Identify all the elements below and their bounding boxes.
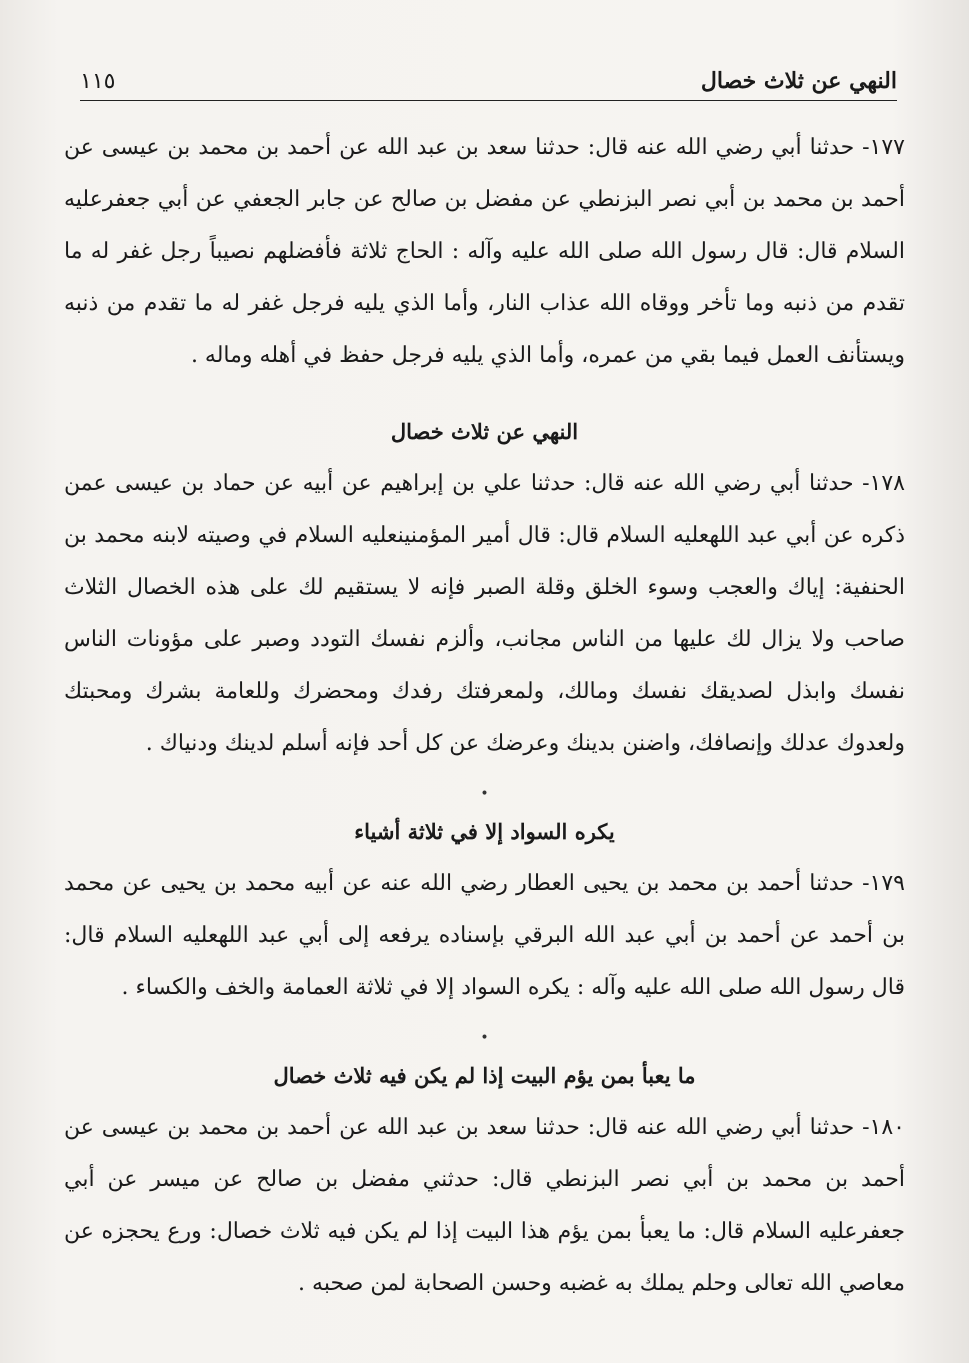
page-body — [64, 122, 905, 1310]
section-heading-pilgrim-traits: ما يعبأ بمن يؤم البيت إذا لم يكن فيه ثلاث خصال — [273, 1063, 696, 1088]
hadith-179: ١٧٩- حدثنا أحمد بن محمد بن يحيى العطار رضي الله عنه عن أبيه محمد بن يحيى عن محمد بن أحمد عن أحمد بن أبي عبد الله البرقي بإسناده يرفعه إلى أبي عبد اللهعليه السلام قال: قال رسول الله صلى الله عليه وآله : يكره السواد إلا في ثلاثة العمامة والخف والكساء . — [64, 871, 905, 1000]
section-heading-black-clothing: يكره السواد إلا في ثلاثة أشياء — [354, 819, 615, 844]
page-number: ١١٥ — [80, 69, 116, 94]
separator-dot: • — [480, 786, 489, 802]
running-title: النهي عن ثلاث خصال — [700, 68, 897, 94]
page-header — [80, 60, 897, 101]
hadith-177: ١٧٧- حدثنا أبي رضي الله عنه قال: حدثنا سعد بن عبد الله عن أحمد بن محمد بن عيسى عن أحمد بن محمد بن أبي نصر البزنطي عن مفضل بن صالح عن جابر الجعفي عن أبي جعفرعليه السلام قال: قال رسول الله صلى الله عليه وآله : الحاج ثلاثة فأفضلهم نصيباً رجل غفر له ما تقدم من ذنبه وما تأخر ووقاه الله عذاب النار، وأما الذي يليه فرجل غفر له ما تقدم من ذنبه ويستأنف العمل فيما بقي من عمره، وأما الذي يليه فرجل حفظ في أهله وماله . — [64, 135, 905, 368]
separator-dot: • — [480, 1030, 489, 1046]
hadith-178: ١٧٨- حدثنا أبي رضي الله عنه قال: حدثنا علي بن إبراهيم عن أبيه عن حماد بن عيسى عمن ذكره عن أبي عبد اللهعليه السلام قال: قال أمير المؤمنينعليه السلام في وصيته لابنه محمد بن الحنفية: إياك والعجب وسوء الخلق وقلة الصبر فإنه لا يستقيم لك على هذه الخصال الثلاث صاحب ولا يزال لك عليها من الناس مجانب، وألزم نفسك التودد وصبر على مؤونات الناس نفسك وابذل لصديقك نفسك ومالك، ولمعرفتك رفدك ومحضرك وللعامة بشرك ومحبتك ولعدوك عدلك وإنصافك، واضنن بدينك وعرضك عن كل أحد فإنه أسلم لدينك ودنياك . — [64, 471, 905, 756]
hadith-180: ١٨٠- حدثنا أبي رضي الله عنه قال: حدثنا سعد بن عبد الله عن أحمد بن محمد بن عيسى عن أحمد بن محمد بن أبي نصر البزنطي قال: حدثني مفضل بن صالح عن ميسر عن أبي جعفرعليه السلام قال: ما يعبأ بمن يؤم هذا البيت إذا لم يكن فيه ثلاث خصال: ورع يحجزه عن معاصي الله تعالى وحلم يملك به غضبه وحسن الصحابة لمن صحبه . — [64, 1115, 905, 1296]
section-heading-three-traits: النهي عن ثلاث خصال — [390, 419, 579, 444]
